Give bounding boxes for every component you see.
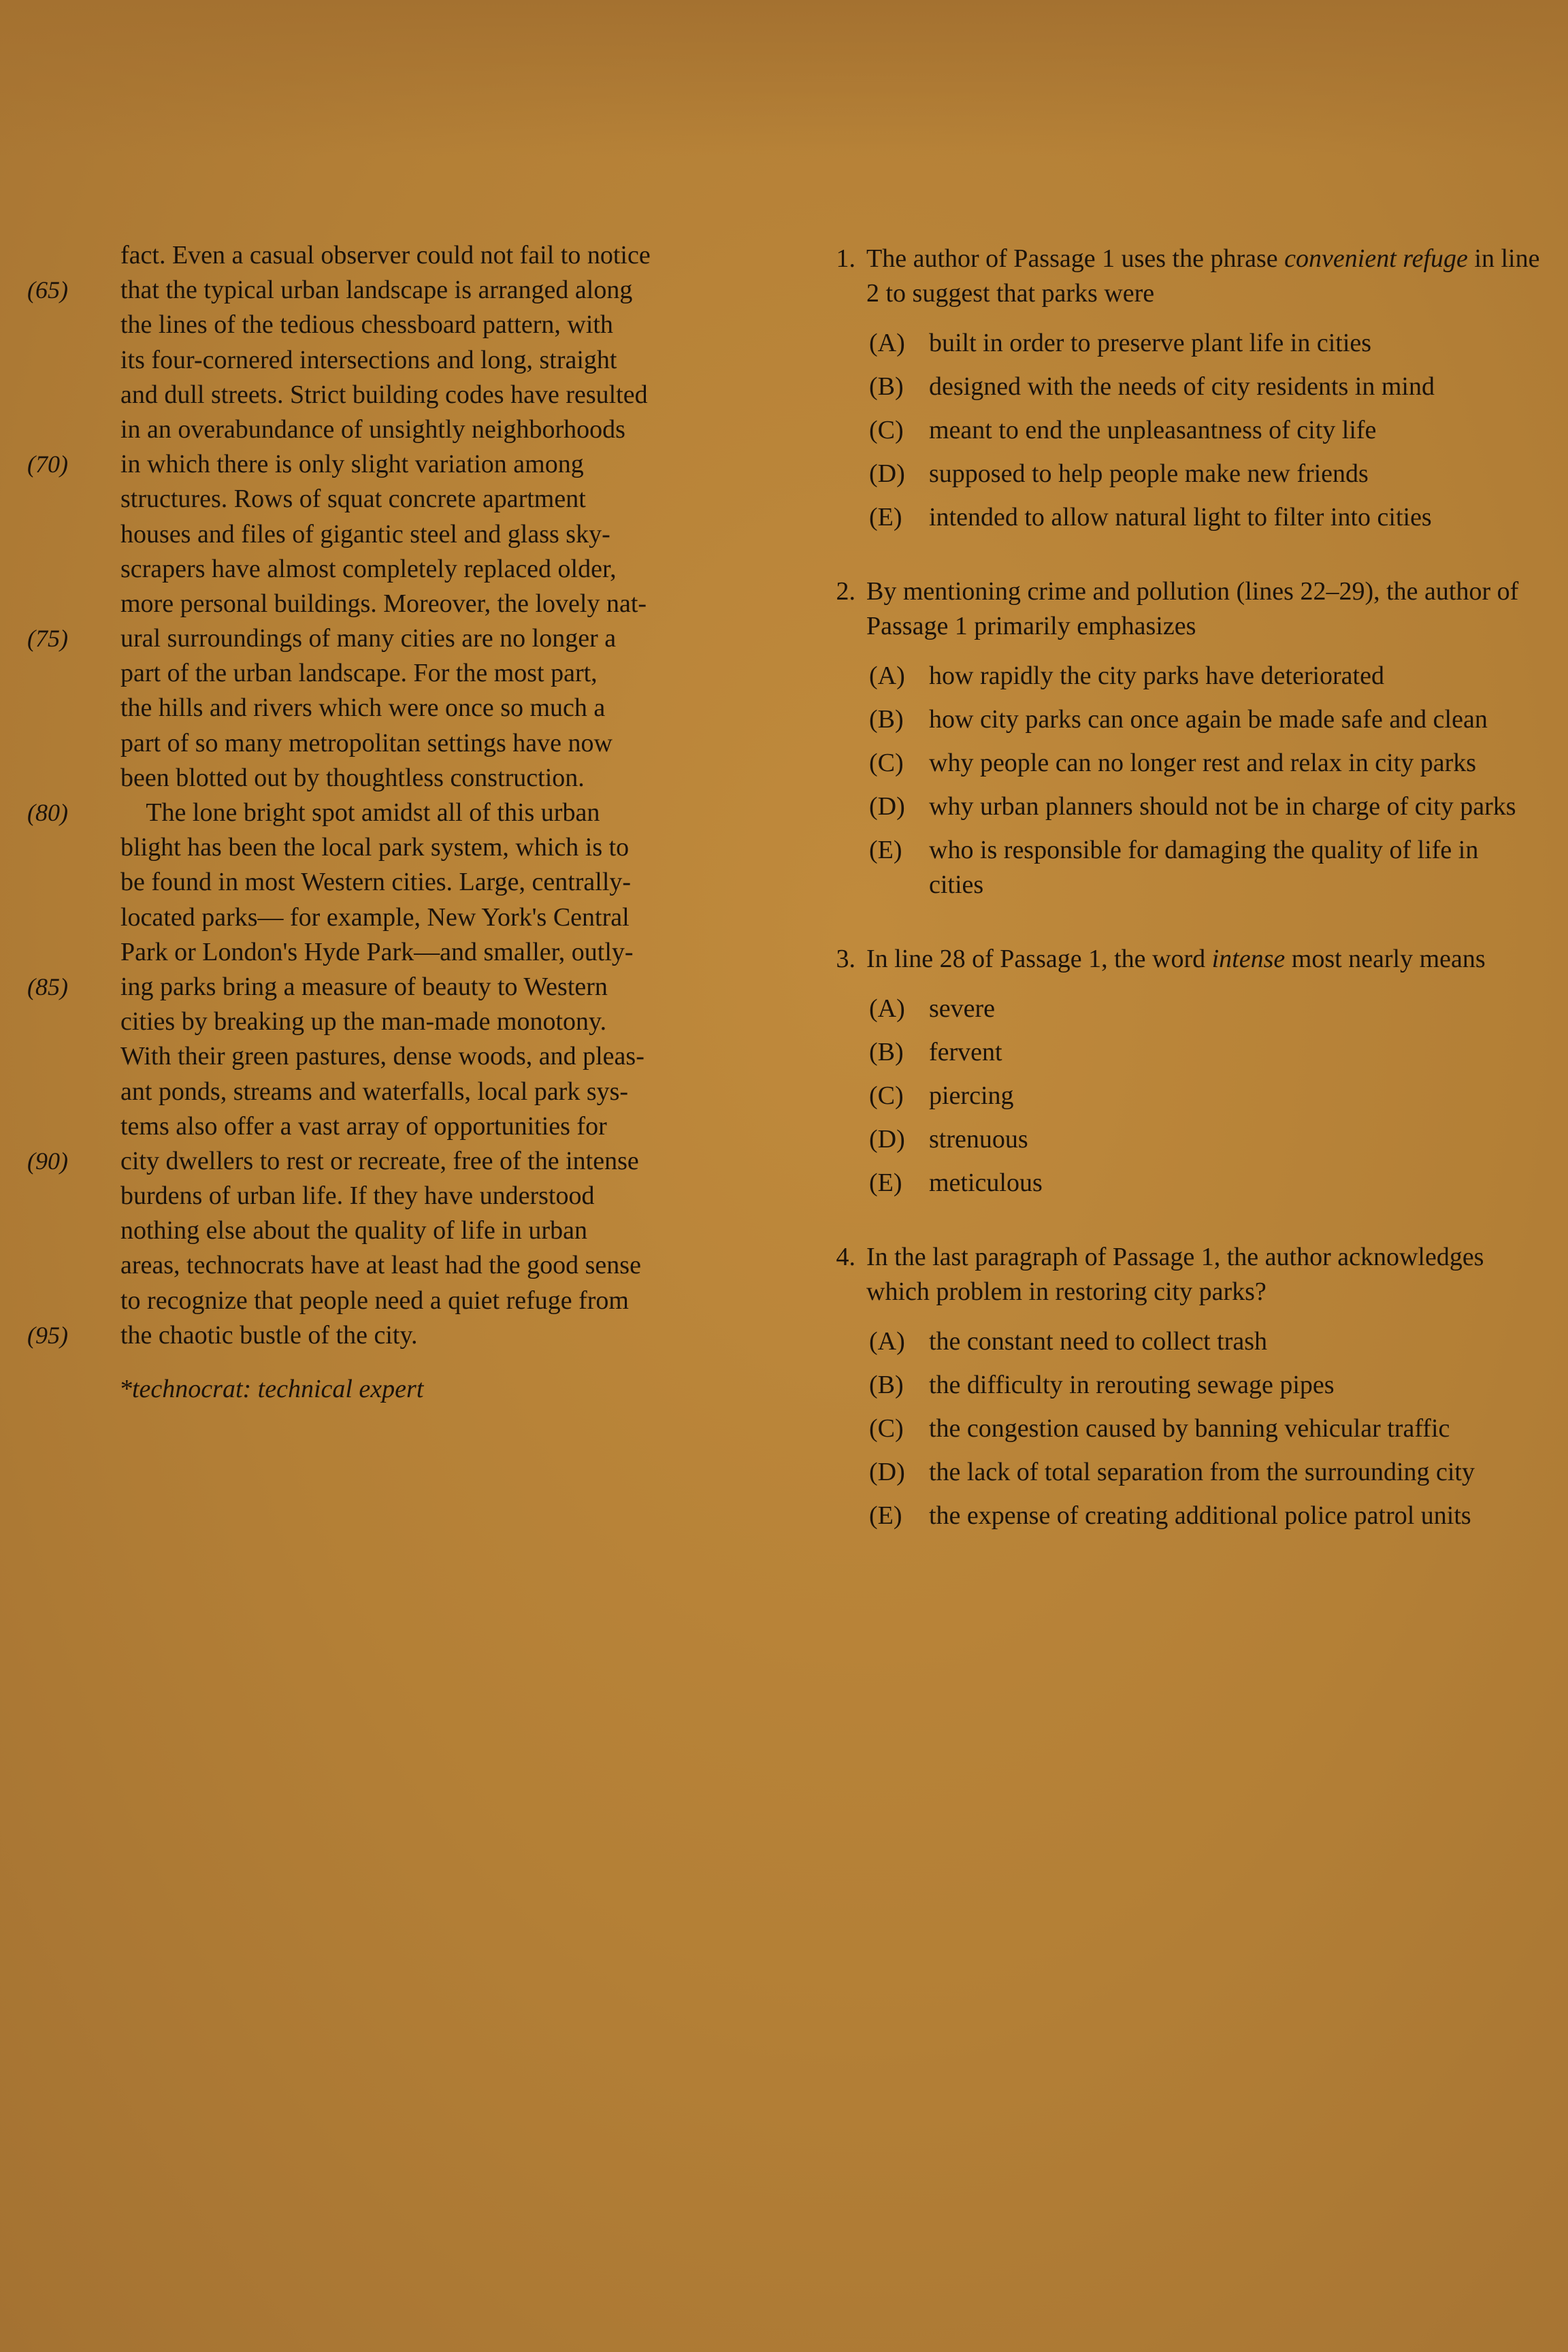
passage-line-text: tems also offer a vast array of opportunities for (120, 1111, 607, 1141)
question-text (866, 574, 1541, 644)
passage-line-text: be found in most Western cities. Large, centrally- (120, 868, 632, 897)
passage-line-text: in an overabundance of unsightly neighborhoods (120, 414, 625, 444)
question-text-part: By mentioning crime and pollution (lines 22–29), the author of Passage 1 primarily emphasizes (866, 577, 1519, 640)
answer-choice (869, 500, 1541, 535)
choice-letter: (C) (869, 749, 904, 777)
passage-line-text: structures. Rows of squat concrete apartment (120, 485, 586, 514)
answer-choices (813, 326, 1541, 535)
choice-text: designed with the needs of city residents in mind (929, 372, 1435, 401)
answer-choice (869, 413, 1541, 448)
choice-text: how city parks can once again be made safe and clean (929, 705, 1488, 734)
answer-choice (869, 1368, 1541, 1403)
question-text (866, 242, 1541, 311)
passage-line-text: the chaotic bustle of the city. (120, 1320, 418, 1350)
choice-letter: (A) (869, 1327, 905, 1356)
passage-line-text: that the typical urban landscape is arranged along (120, 276, 633, 305)
passage-line-text: The lone bright spot amidst all of this urban (120, 798, 600, 827)
passage-line-text: city dwellers to rest or recreate, free of the intense (120, 1146, 639, 1175)
passage-line (27, 970, 762, 1004)
choice-text: why people can no longer rest and relax in city parks (929, 749, 1477, 777)
choice-letter: (C) (869, 416, 904, 444)
choice-letter: (B) (869, 1371, 904, 1399)
passage-line-text: part of the urban landscape. For the most part, (120, 659, 598, 688)
question-text-part: in line 2 to suggest that parks were (866, 244, 1540, 308)
choice-letter: (B) (869, 372, 904, 401)
passage-line (27, 308, 762, 342)
passage-line (27, 517, 762, 552)
choice-text: the expense of creating additional police patrol units (929, 1501, 1471, 1530)
passage-line (27, 1284, 762, 1318)
passage-line-text: scrapers have almost completely replaced older, (120, 554, 617, 583)
answer-choices (813, 659, 1541, 902)
answer-choice (869, 1499, 1541, 1533)
answer-choice (869, 1324, 1541, 1359)
question-italic-term: convenient refuge (1284, 244, 1468, 273)
choice-letter: (E) (869, 836, 902, 864)
passage-line (27, 1109, 762, 1144)
answer-choices (813, 1324, 1541, 1533)
questions-column (813, 242, 1541, 1542)
choice-text: the lack of total separation from the surrounding city (929, 1458, 1475, 1486)
answer-choice (869, 1079, 1541, 1113)
choice-text: the congestion caused by banning vehicular traffic (929, 1414, 1450, 1443)
question-stem (813, 574, 1541, 644)
answer-choices (813, 992, 1541, 1200)
question-text-part: In line 28 of Passage 1, the word (866, 945, 1212, 973)
answer-choice (869, 746, 1541, 781)
choice-text: the constant need to collect trash (929, 1327, 1267, 1356)
choice-letter: (B) (869, 1038, 904, 1066)
choice-letter: (A) (869, 329, 905, 357)
passage-line (27, 238, 762, 273)
passage-column (27, 238, 762, 1407)
answer-choice (869, 1411, 1541, 1446)
choice-letter: (C) (869, 1414, 904, 1443)
answer-choice (869, 789, 1541, 824)
answer-choice (869, 1035, 1541, 1070)
passage-line-text: ant ponds, streams and waterfalls, local park sys- (120, 1077, 629, 1106)
passage-line (27, 273, 762, 308)
passage-line (27, 1144, 762, 1179)
question-stem (813, 942, 1541, 977)
choice-text: built in order to preserve plant life in cities (929, 329, 1372, 357)
page-shadow (0, 0, 1568, 157)
passage-line-text: part of so many metropolitan settings have now (120, 728, 612, 757)
question-2 (813, 574, 1541, 902)
line-number: (85) (27, 973, 68, 1000)
passage-line-text: burdens of urban life. If they have understood (120, 1181, 595, 1211)
passage-line (27, 378, 762, 412)
passage-line (27, 761, 762, 796)
line-number: (65) (27, 276, 68, 304)
passage-line-text: houses and files of gigantic steel and glass sky- (120, 519, 610, 549)
passage-line-text: been blotted out by thoughtless construction. (120, 763, 585, 792)
choice-letter: (E) (869, 1169, 902, 1197)
answer-choice (869, 457, 1541, 491)
line-number: (70) (27, 451, 68, 478)
answer-choice (869, 1122, 1541, 1157)
passage-line-text: ural surroundings of many cities are no longer a (120, 624, 617, 653)
question-number: 2. (836, 577, 855, 606)
passage-line-text: areas, technocrats have at least had the good sense (120, 1251, 641, 1280)
passage-line (27, 1039, 762, 1074)
passage-line-text: nothing else about the quality of life in urban (120, 1216, 587, 1245)
passage-line-text: With their green pastures, dense woods, and pleas- (120, 1042, 644, 1071)
choice-letter: (E) (869, 1501, 902, 1530)
answer-choice (869, 326, 1541, 361)
question-3 (813, 942, 1541, 1200)
passage-line-text: the lines of the tedious chessboard pattern, with (120, 310, 613, 340)
choice-text: the difficulty in rerouting sewage pipes (929, 1371, 1335, 1399)
choice-text: who is responsible for damaging the quality of life in cities (929, 836, 1479, 899)
passage-line-text: blight has been the local park system, which is to (120, 833, 630, 862)
passage-line (27, 1318, 762, 1353)
line-number: (80) (27, 799, 68, 826)
passage-line-text: located parks— for example, New York's Central (120, 902, 630, 932)
choice-text: why urban planners should not be in charge of city parks (929, 792, 1516, 821)
question-number: 1. (836, 244, 855, 273)
answer-choice (869, 1455, 1541, 1490)
choice-letter: (D) (869, 1458, 905, 1486)
passage-line-text: in which there is only slight variation among (120, 450, 584, 479)
answer-choice (869, 702, 1541, 737)
question-text-part: most nearly means (1285, 945, 1486, 973)
choice-text: supposed to help people make new friends (929, 459, 1369, 488)
passage-line (27, 447, 762, 482)
passage-line (27, 865, 762, 900)
passage-line (27, 796, 762, 830)
passage-line (27, 1213, 762, 1248)
passage-line-text: ing parks bring a measure of beauty to Western (120, 972, 608, 1001)
question-text (866, 1240, 1541, 1309)
passage-line (27, 656, 762, 691)
question-text-part: The author of Passage 1 uses the phrase (866, 244, 1285, 273)
choice-text: strenuous (929, 1125, 1028, 1154)
passage-line (27, 412, 762, 447)
answer-choice (869, 833, 1541, 902)
choice-letter: (B) (869, 705, 904, 734)
passage-line (27, 1075, 762, 1109)
question-number: 4. (836, 1243, 855, 1271)
choice-letter: (D) (869, 459, 905, 488)
choice-text: how rapidly the city parks have deteriorated (929, 662, 1384, 690)
line-number: (95) (27, 1321, 68, 1349)
choice-text: fervent (929, 1038, 1002, 1066)
choice-letter: (E) (869, 503, 902, 532)
passage-line (27, 621, 762, 656)
passage-line-text: the hills and rivers which were once so much a (120, 693, 606, 723)
question-4 (813, 1240, 1541, 1533)
passage-line (27, 830, 762, 865)
passage-line-text: and dull streets. Strict building codes have resulted (120, 380, 648, 409)
passage-line-text: fact. Even a casual observer could not fail to notice (120, 241, 651, 270)
passage-line-text: Park or London's Hyde Park—and smaller, outly- (120, 937, 634, 966)
choice-text: meticulous (929, 1169, 1043, 1197)
choice-text: meant to end the unpleasantness of city life (929, 416, 1377, 444)
question-stem (813, 242, 1541, 311)
footnote: *technocrat: technical expert (119, 1375, 424, 1403)
question-1 (813, 242, 1541, 535)
choice-text: intended to allow natural light to filter into cities (929, 503, 1432, 532)
choice-letter: (D) (869, 792, 905, 821)
passage-line (27, 1004, 762, 1039)
line-number: (90) (27, 1147, 68, 1175)
line-number: (75) (27, 625, 68, 653)
question-text (866, 942, 1541, 977)
answer-choice (869, 370, 1541, 404)
passage-line (27, 587, 762, 621)
passage-line (27, 691, 762, 725)
passage-line (27, 1179, 762, 1213)
passage-line-text: more personal buildings. Moreover, the lovely nat- (120, 589, 647, 618)
passage-line (27, 482, 762, 517)
answer-choice (869, 1166, 1541, 1200)
passage-line (27, 343, 762, 378)
passage-line (27, 552, 762, 587)
passage-line (27, 900, 762, 935)
choice-letter: (A) (869, 994, 905, 1023)
passage-line (27, 935, 762, 970)
answer-choice (869, 659, 1541, 693)
passage-line-text: to recognize that people need a quiet refuge from (120, 1286, 629, 1315)
question-stem (813, 1240, 1541, 1309)
passage-line (27, 1248, 762, 1283)
choice-text: piercing (929, 1081, 1014, 1110)
passage-line (27, 726, 762, 761)
passage-line-text: its four-cornered intersections and long, straight (120, 345, 617, 374)
choice-letter: (D) (869, 1125, 905, 1154)
question-italic-term: intense (1211, 945, 1286, 973)
question-number: 3. (836, 945, 855, 973)
choice-letter: (C) (869, 1081, 904, 1110)
choice-text: severe (929, 994, 996, 1023)
passage-line-text: cities by breaking up the man-made monotony. (120, 1007, 607, 1036)
question-text-part: In the last paragraph of Passage 1, the author acknowledges which problem in restoring city parks? (866, 1243, 1484, 1306)
answer-choice (869, 992, 1541, 1026)
choice-letter: (A) (869, 662, 905, 690)
